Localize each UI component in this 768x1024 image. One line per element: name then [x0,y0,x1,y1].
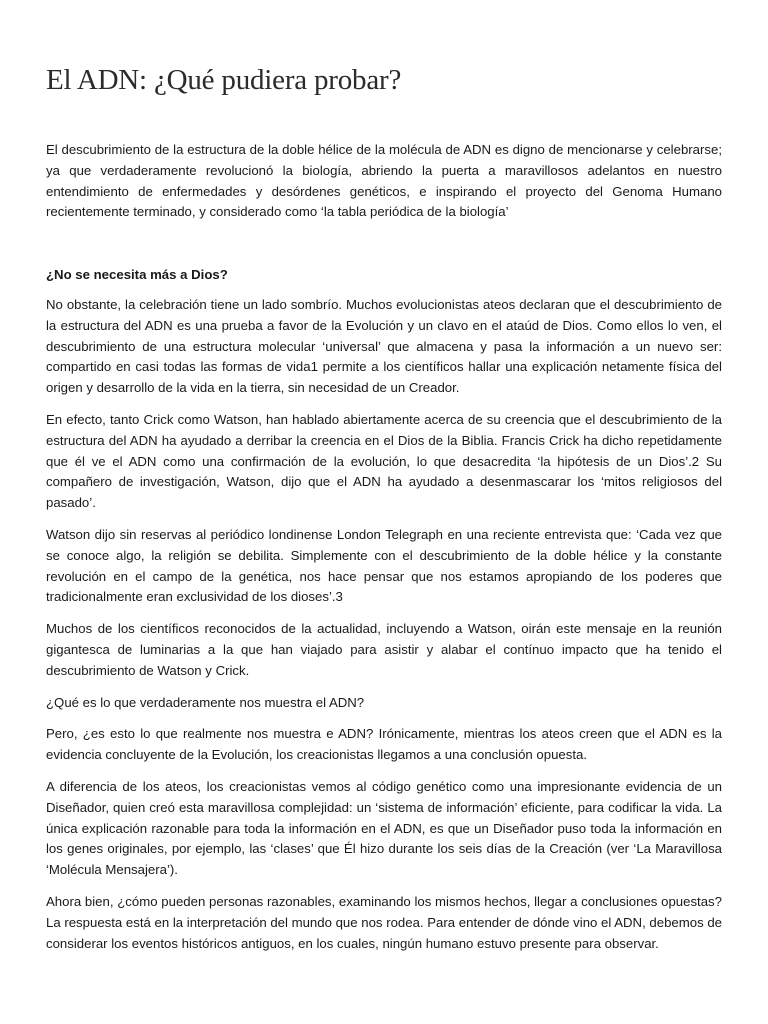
section-heading-que-muestra: ¿Qué es lo que verdaderamente nos muestra el ADN? [46,694,365,710]
body-paragraph: Watson dijo sin reservas al periódico londinense London Telegraph en una reciente entrevista que: ‘Cada vez que se conoce algo, la religión se debilita. Simplemente con el descubrimiento de la doble hélice y la constante revolución en el campo de la genética, nos hace pensar que nos estamos apropiando de los poderes que tradicionalmente eran exclusividad de los dioses’.3 [46,526,722,605]
body-paragraph: Muchos de los científicos reconocidos de la actualidad, incluyendo a Watson, oirán este mensaje en la reunión gigantesca de luminarias a la que han viajado para asistir y alabar el contínuo impacto que ha tenido el descubrimiento de Watson y Crick. [46,621,722,678]
section-heading-no-dios: ¿No se necesita más a Dios? [46,267,228,283]
body-paragraph: No obstante, la celebración tiene un lado sombrío. Muchos evolucionistas ateos declaran que el descubrimiento de la estructura del ADN es una prueba a favor de la Evolución y un clavo en el ataúd de Dios. Como ellos lo ven, el descubrimiento de una estructura molecular ‘universal’ que almacena y pasa la información a un nuevo ser: compartido en casi todas las formas de vida1 permite a los científicos hallar una explicación netamente física del origen y desarrollo de la vida en la tierra, sin necesidad de un Creador. [46,296,722,396]
intro-paragraph: El descubrimiento de la estructura de la doble hélice de la molécula de ADN es digno de mencionarse y celebrarse; ya que verdaderamente revolucionó la biología, abriendo la puerta a maravillosos adelantos en nuestro entendimiento de enfermedades y desórdenes genéticos, e inspirando el proyecto del Genoma Humano recientemente terminado, y considerado como ‘la tabla periódica de la biología’ [46,142,722,220]
body-paragraph: En efecto, tanto Crick como Watson, han hablado abiertamente acerca de su creencia que el descubrimiento de la estructura del ADN ha ayudado a derribar la creencia en el Dios de la Biblia. Francis Crick ha dicho repetidamente que él ve el ADN como una confirmación de la evolución, lo que desacredita ‘la hipótesis de un Dios’.2 Su compañero de investigación, Watson, dijo que el ADN ha ayudado a desenmascarar los ‘mitos religiosos del pasado’. [46,411,722,511]
body-paragraph: A diferencia de los ateos, los creacionistas vemos al código genético como una impresionante evidencia de un Diseñador, quien creó esta maravillosa complejidad: un ‘sistema de información’ eficiente, para codificar la vida. La única explicación razonable para toda la información en el ADN, es que un Diseñador puso toda la información en los genes originales, por ejemplo, las ‘clases’ que Él hizo durante los seis días de la Creación (ver ‘La Maravillosa ‘Molécula Mensajera’). [46,778,722,878]
document-page [46,58,722,965]
body-paragraph: Ahora bien, ¿cómo pueden personas razonables, examinando los mismos hechos, llegar a conclusiones opuestas? La respuesta está en la interpretación del mundo que nos rodea. Para entender de dónde vino el ADN, debemos de considerar los eventos históricos antiguos, en los cuales, ningún humano estuvo presente para observar. [46,893,722,951]
body-paragraph: Pero, ¿es esto lo que realmente nos muestra e ADN? Irónicamente, mientras los ateos creen que el ADN es la evidencia concluyente de la Evolución, los creacionistas llegamos a una conclusión opuesta. [46,726,722,763]
document-title: El ADN: ¿Qué pudiera probar? [46,64,402,96]
